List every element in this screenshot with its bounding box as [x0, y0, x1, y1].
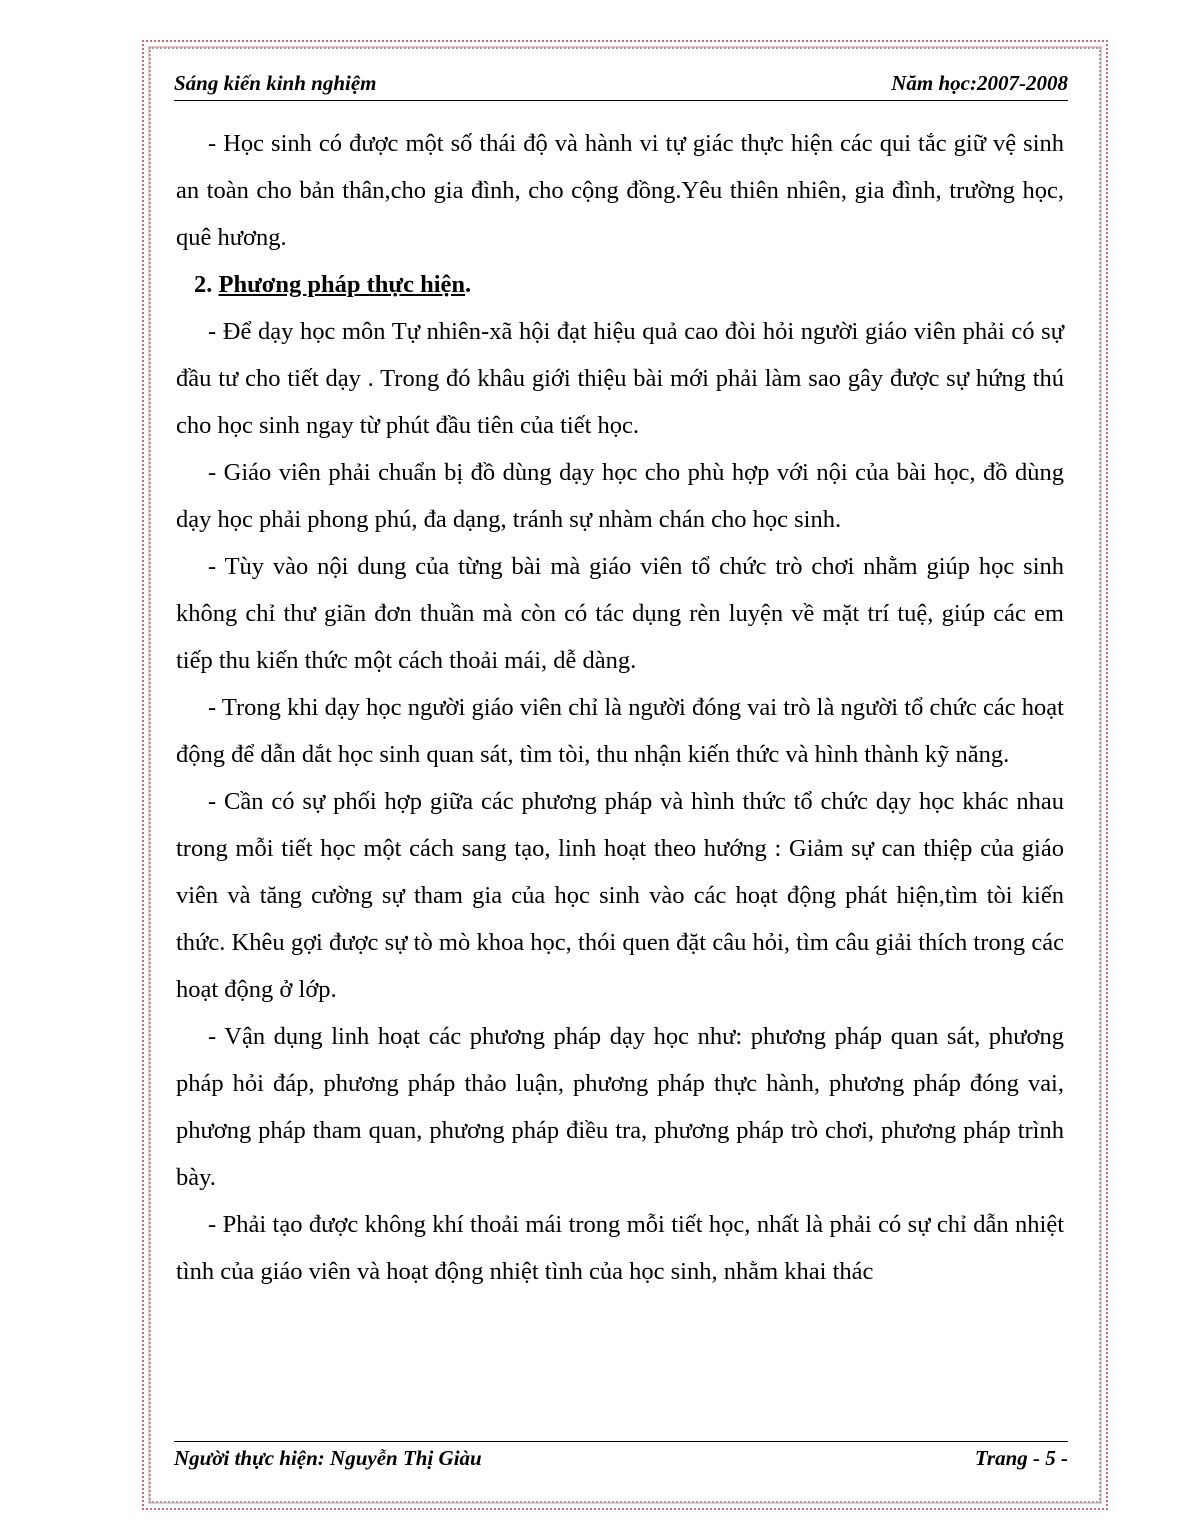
- page-body: [176, 120, 1064, 1295]
- paragraph-teaching-aids: - Giáo viên phải chuẩn bị đồ dùng dạy học cho phù hợp với nội của bài học, đồ dùng dạy học phải phong phú, đa dạng, tránh sự nhàm chán cho học sinh.: [176, 459, 1064, 533]
- section-title: Phương pháp thực hiện: [218, 271, 466, 298]
- paragraph-teacher-investment: - Để dạy học môn Tự nhiên-xã hội đạt hiệu quả cao đòi hỏi người giáo viên phải có sự đầu tư cho tiết dạy . Trong đó khâu giới thiệu bài mới phải làm sao gây được sự hứng thú cho học sinh ngay từ phút đầu tiên của tiết học.: [176, 318, 1064, 439]
- paragraph-flexible-methods: - Vận dụng linh hoạt các phương pháp dạy học như: phương pháp quan sát, phương pháp hỏi đáp, phương pháp thảo luận, phương pháp thực hành, phương pháp đóng vai, phương pháp tham quan, phương pháp điều tra, phương pháp trò chơi, phương pháp trình bày.: [176, 1023, 1064, 1191]
- paragraph-classroom-atmosphere: - Phải tạo được không khí thoải mái trong mỗi tiết học, nhất là phải có sự chỉ dẫn nhiệt tình của giáo viên và hoạt động nhiệt tình của học sinh, nhằm khai thác: [176, 1211, 1064, 1285]
- header-title: Sáng kiến kinh nghiệm: [174, 71, 377, 95]
- header-school-year: Năm học:2007-2008: [891, 71, 1068, 95]
- paragraph-method-combination: - Cần có sự phối hợp giữa các phương pháp và hình thức tổ chức dạy học khác nhau trong mỗi tiết học một cách sang tạo, linh hoạt theo hướng : Giảm sự can thiệp của giáo viên và tăng cường sự tham gia của học sinh vào các hoạt động phát hiện,tìm tòi kiến thức. Khêu gợi được sự tò mò khoa học, thói quen đặt câu hỏi, tìm câu giải thích trong các hoạt động ở lớp.: [176, 788, 1064, 1003]
- paragraph-teacher-role: - Trong khi dạy học người giáo viên chỉ là người đóng vai trò là người tổ chức các hoạt động để dẫn dắt học sinh quan sát, tìm tòi, thu nhận kiến thức và hình thành kỹ năng.: [176, 694, 1064, 768]
- section-number: 2.: [194, 271, 219, 298]
- footer-page-number: Trang - 5 -: [974, 1446, 1068, 1470]
- footer-author: Người thực hiện: Nguyễn Thị Giàu: [174, 1446, 482, 1470]
- section-heading-period: .: [465, 271, 472, 298]
- section-heading: [176, 261, 1064, 308]
- page-footer: [174, 1441, 1068, 1476]
- paragraph-student-attitudes: - Học sinh có được một số thái độ và hành vi tự giác thực hiện các qui tắc giữ vệ sinh an toàn cho bản thân,cho gia đình, cho cộng đồng.Yêu thiên nhiên, gia đình, trường học, quê hương.: [176, 130, 1064, 251]
- paragraph-games: - Tùy vào nội dung của từng bài mà giáo viên tổ chức trò chơi nhằm giúp học sinh không chỉ thư giãn đơn thuần mà còn có tác dụng rèn luyện về mặt trí tuệ, giúp các em tiếp thu kiến thức một cách thoải mái, dễ dàng.: [176, 553, 1064, 674]
- page-header: [174, 72, 1068, 101]
